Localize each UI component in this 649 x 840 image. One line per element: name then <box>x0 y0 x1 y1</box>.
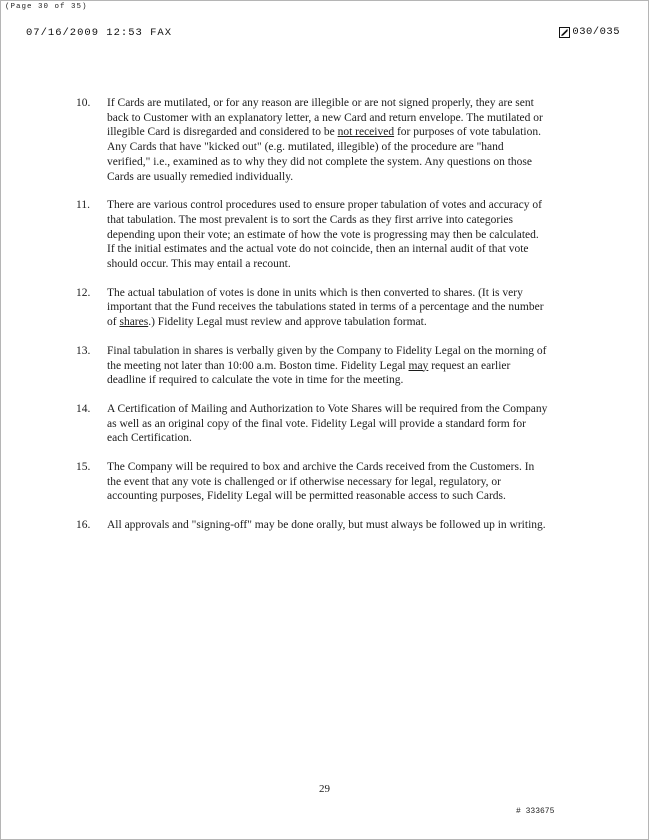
text-segment: .) Fidelity Legal must review and approve tabulation format. <box>148 316 427 329</box>
item-text <box>107 198 548 272</box>
text-segment: The Company will be required to box and archive the Cards received from the Customers. In the event that any vote is challenged or if otherwise necessary for legal, regulatory, or accounting purposes, Fidelity Legal will be permitted reasonable access to such Cards. <box>107 461 535 503</box>
fax-page-count-label: 030/035 <box>572 26 620 38</box>
list-item <box>76 344 548 388</box>
item-text <box>107 518 548 533</box>
list-item <box>76 518 548 533</box>
text-segment: Final tabulation in shares is verbally given by the Company to Fidelity Legal on the morning of the meeting not later than 10:00 a.m. Boston time. Fidelity Legal <box>107 344 547 372</box>
list-item <box>76 286 548 330</box>
underlined-text: not received <box>337 126 395 139</box>
text-segment: All approvals and "signing-off" may be done orally, but must always be followed up in writing. <box>107 519 546 532</box>
fax-note-icon <box>559 27 570 38</box>
item-number: 13. <box>76 344 91 357</box>
fax-timestamp: 07/16/2009 12:53 FAX <box>26 27 173 39</box>
item-number: 15. <box>76 461 91 474</box>
underlined-text: shares <box>119 316 149 329</box>
item-text <box>107 344 548 388</box>
item-number: 11. <box>76 199 90 212</box>
item-number: 10. <box>76 97 91 109</box>
item-text <box>107 286 548 330</box>
list-item <box>76 460 548 504</box>
item-number: 16. <box>76 519 91 532</box>
item-text <box>107 96 548 184</box>
item-text <box>107 460 548 504</box>
text-segment: for purposes of vote tabulation. Any Cards that have "kicked out" (e.g. mutilated, illegible) of the procedure are "hand verified," i.e., examined as to why they did not complete the system. Any questions on those Cards are usually remedied individually. <box>107 126 542 183</box>
list-item <box>76 96 548 184</box>
item-text <box>107 402 548 446</box>
text-segment: request an earlier deadline if required to calculate the vote in time for the meeting. <box>107 359 511 387</box>
text-segment: A Certification of Mailing and Authorization to Vote Shares will be required from the Company as well as an original copy of the final vote. Fidelity Legal will provide a standard form for each Certification. <box>107 402 548 445</box>
numbered-list <box>76 96 548 547</box>
page-number: 29 <box>319 783 330 795</box>
fax-page-count <box>559 26 620 38</box>
fax-page-indicator: (Page 30 of 35) <box>5 3 88 11</box>
list-item <box>76 198 548 272</box>
item-number: 12. <box>76 286 91 299</box>
text-segment: There are various control procedures used to ensure proper tabulation of votes and accuracy of that tabulation. The most prevalent is to sort the Cards as they first arrive into categories depending upon their vote; an estimate of how the vote is progressing may then be calculated. If the initial estimates and the actual vote do not coincide, then an internal audit of that vote should occur. This may entail a recount. <box>107 199 542 271</box>
item-number: 14. <box>76 402 91 415</box>
list-item <box>76 402 548 446</box>
underlined-text: may <box>408 359 429 372</box>
text-segment: If Cards are mutilated, or for any reason are illegible or are not signed properly, they are sent back to Customer with an explanatory letter, a new Card and return envelope. The mutilated or illegible Card is disregarded and considered to be <box>107 97 543 139</box>
document-reference-number: # 333675 <box>516 807 555 816</box>
text-segment: The actual tabulation of votes is done in units which is then converted to shares. (It is very important that the Fund receives the tabulations stated in terms of a percentage and the number of <box>107 286 544 329</box>
